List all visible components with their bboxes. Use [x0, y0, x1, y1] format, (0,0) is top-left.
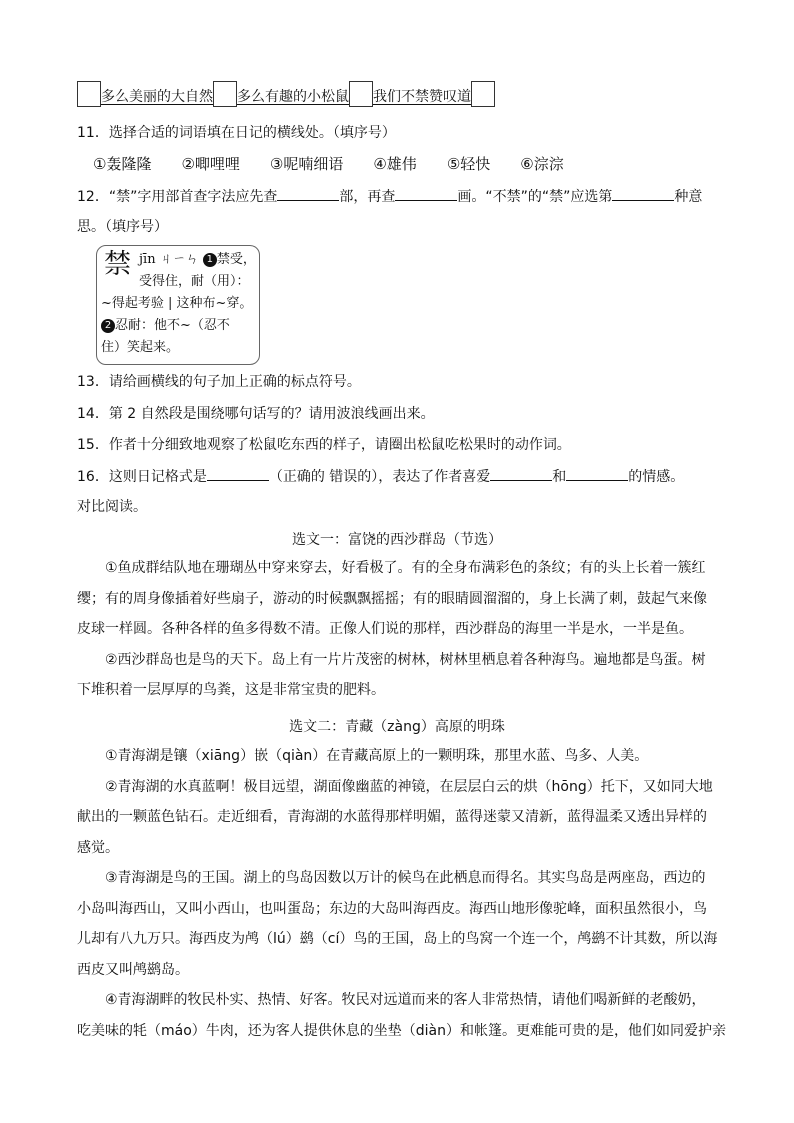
question-13: 13．请给画横线的句子加上正确的标点符号。: [77, 374, 361, 390]
text-1-line: 缨；有的周身像插着好些扇子，游动的时候飘飘摇摇；有的眼睛圆溜溜的，身上长满了刺，鼓起气来像: [77, 590, 707, 607]
answer-box-1[interactable]: [77, 81, 101, 107]
answer-box-2[interactable]: [213, 81, 237, 107]
answer-blank-meaning[interactable]: [612, 186, 674, 201]
question-16: 16．这则日记格式是 （正确的 错误的），表达了作者喜爱 和 的情感。: [77, 466, 684, 487]
text-2-line: 西皮又叫鸬鹚岛。: [77, 961, 189, 978]
text-1-line: ①鱼成群结队地在珊瑚丛中穿来穿去，好看极了。有的全身布满彩色的条纹；有的头上长着一簇红: [105, 560, 706, 576]
text-2-line: ①青海湖是镶（xiāng）嵌（qiàn）在青藏高原上的一颗明珠，那里水蓝、鸟多、人美。: [105, 748, 649, 764]
text-1-line: ②西沙群岛也是鸟的天下。岛上有一片片茂密的树林，树林里栖息着各种海鸟。遍地都是鸟蛋。树: [105, 651, 706, 668]
option-4: ④雄伟: [373, 155, 417, 173]
phrase-2: 多么有趣的小松鼠: [237, 89, 349, 105]
dictionary-entry: [96, 245, 260, 365]
option-3: ③呢喃细语: [269, 155, 344, 173]
dict-line-5: 住）笑起来。: [101, 340, 180, 355]
answer-blank-format[interactable]: [207, 466, 269, 481]
option-2: ②唧哩哩: [181, 155, 240, 173]
text-1-line: 下堆积着一层厚厚的鸟粪，这是非常宝贵的肥料。: [77, 682, 385, 698]
sense-2-head: 忍耐：他不~（忍不: [115, 318, 230, 333]
sense-1-head: 禁受，: [216, 252, 256, 267]
dict-line-3: ~得起考验 | 这种布~穿。: [101, 296, 253, 311]
sense-1-icon: 1: [203, 253, 217, 267]
answer-blank-like-1[interactable]: [490, 466, 552, 481]
text-2-line: 献出的一颗蓝色钻石。走近细看，青海湖的水蓝得那样明媚，蓝得迷蒙又清新，蓝得温柔又透出异样的: [77, 809, 707, 825]
answer-blank-radical[interactable]: [277, 186, 339, 201]
entry-character: 禁: [104, 249, 131, 280]
question-12-cont: 思。（填序号）: [77, 219, 168, 235]
text-1-title: 选文一：富饶的西沙群岛（节选）: [292, 532, 502, 548]
answer-box-3[interactable]: [349, 81, 373, 107]
answer-blank-like-2[interactable]: [566, 466, 628, 481]
question-12: 12．“禁”字用部首查字法应先查 部，再查 画。“不禁”的“禁”应选第 种意: [77, 186, 702, 207]
text-1-line: 皮球一样圆。各种各样的鱼多得数不清。正像人们说的那样，西沙群岛的海里一半是水，一半是鱼。: [77, 621, 693, 637]
text-2-line: 感觉。: [77, 839, 119, 856]
text-2-line: 小岛叫海西山，又叫小西山，也叫蛋岛；东边的大岛叫海西皮。海西山地形像驼峰，面积虽然很小，鸟: [77, 900, 707, 917]
text-2-line: ④青海湖畔的牧民朴实、热情、好客。牧民对远道而来的客人非常热情，请他们喝新鲜的老酸奶，: [105, 992, 706, 1008]
question-11: 11．选择合适的词语填在日记的横线处。（填序号）: [77, 125, 396, 141]
phrase-3: 我们不禁赞叹道: [373, 89, 471, 105]
answer-blank-strokes[interactable]: [395, 186, 457, 201]
text-1-body: [77, 553, 745, 706]
option-5: ⑤轻快: [446, 155, 491, 173]
question-14: 14．第 2 自然段是围绕哪句话写的？请用波浪线画出来。: [77, 406, 435, 422]
option-1: ①轰隆隆: [93, 155, 152, 173]
text-2-line: ③青海湖是鸟的王国。湖上的鸟岛因数以万计的候鸟在此栖息而得名。其实鸟岛是两座岛，西边的: [105, 870, 706, 886]
text-2-line: 儿却有八九万只。海西皮为鸬（lú）鹚（cí）鸟的王国，岛上的鸟窝一个连一个，鸬鹚不计其数，所以海: [77, 931, 718, 947]
phrase-row: [77, 81, 495, 107]
question-15: 15．作者十分细致地观察了松鼠吃东西的样子，请圈出松鼠吃松果时的动作词。: [77, 437, 571, 453]
option-6: ⑥淙淙: [520, 155, 564, 173]
phrase-1: 多么美丽的大自然: [101, 89, 213, 105]
text-2-line: ②青海湖的水真蓝啊！极目远望，湖面像幽蓝的神镜，在层层白云的烘（hōng）托下，又如同大地: [105, 778, 713, 795]
text-2-title: 选文二：青藏（zàng）高原的明珠: [289, 719, 505, 735]
answer-box-4[interactable]: [471, 81, 495, 107]
text-2-body: [77, 741, 745, 1046]
question-11-options: [93, 154, 594, 174]
pinyin: jīn ㄐㄧㄣ: [139, 252, 199, 267]
dict-line-2: 受得住，耐（用）：: [139, 274, 250, 289]
sense-2-icon: 2: [101, 319, 115, 333]
section-label: 对比阅读。: [77, 499, 147, 515]
text-2-line: 吃美味的牦（máo）牛肉，还为客人提供休息的坐垫（diàn）和帐篷。更难能可贵的是，他们如同爱护亲: [77, 1022, 727, 1039]
